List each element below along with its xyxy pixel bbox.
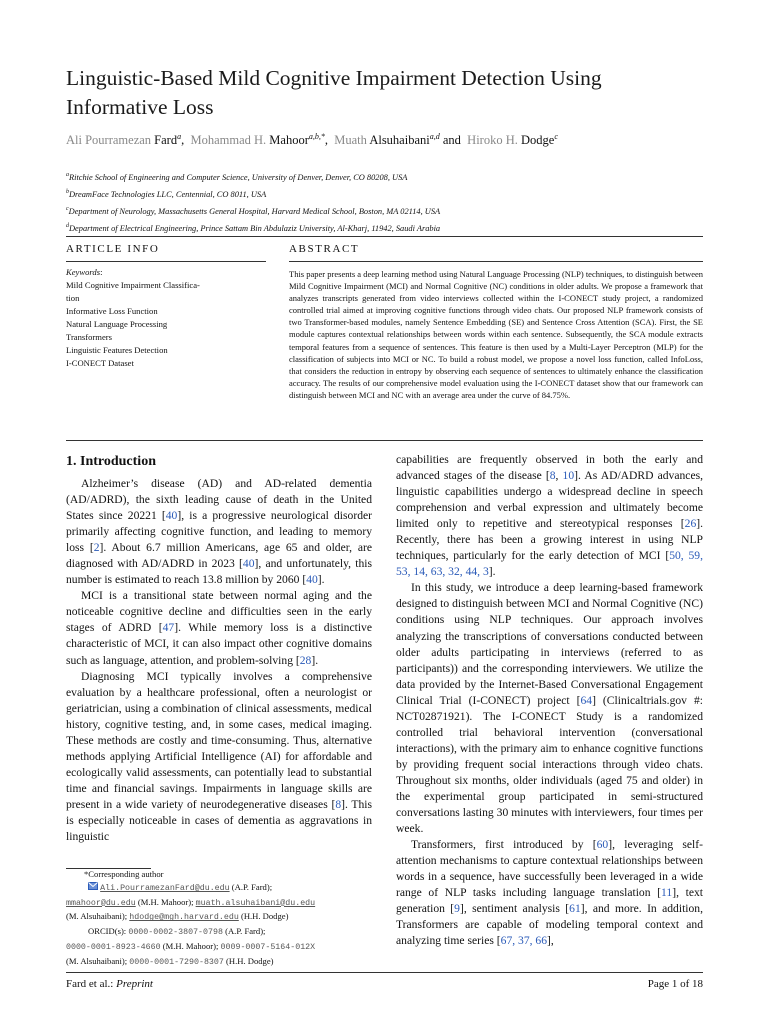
paragraph: capabilities are frequently observed in both the early and advanced stages of the disease [8, 10]. As AD/ADRD advances, linguistic capabilities undergo a widespread decline in speech comprehension and verbal expression and ultimately become limited only to repetitive and stereotypical responses [26]. Recently, there has been a growing interest in using NLP techniques, particularly for the early detection of MCI [50, 59, 53, 14, 63, 32, 44, 3]. xyxy=(396,453,703,579)
citation-link[interactable]: 61 xyxy=(569,902,581,916)
author-list: Ali Pourramezan Fard$^a$, Mohammad H. Mahoor$^{a,b,*}$, Muath Alsuhaibani$^{a,d}$ and Hiroko H. Dodge$^c$ xyxy=(66,132,558,148)
citation-link[interactable]: 64 xyxy=(580,693,593,707)
footer-divider xyxy=(66,972,703,973)
orcid-id: 0000-0001-8923-4660 xyxy=(66,942,161,952)
abstract-heading: ABSTRACT xyxy=(289,243,360,255)
footer-author: Fard et al.: xyxy=(66,978,117,990)
citation-link[interactable]: 9 xyxy=(454,902,460,916)
author-2: Mohammad H. Mahoor$^{a,b,*}$ xyxy=(190,132,325,148)
left-column xyxy=(66,476,372,845)
citation-link[interactable]: 8 xyxy=(335,797,342,811)
page-footer xyxy=(66,978,703,990)
orcid-label: ORCID(s): xyxy=(88,926,129,937)
citation-link[interactable]: 26 xyxy=(684,517,697,531)
citation-link[interactable]: 40 xyxy=(306,573,318,587)
citation-link[interactable]: 50, 59, 53, 14, 63, 32, 44, 3 xyxy=(396,549,703,579)
divider xyxy=(66,236,703,237)
keyword: tion xyxy=(66,293,80,303)
right-column xyxy=(396,452,703,949)
email-link[interactable]: Ali.PourramezanFard@du.edu xyxy=(100,883,230,893)
email-link[interactable]: hdodge@mgh.harvard.edu xyxy=(129,913,239,923)
divider xyxy=(66,261,266,262)
citation-link[interactable]: 11 xyxy=(661,886,673,900)
divider xyxy=(289,261,703,262)
citation-link[interactable]: 2 xyxy=(93,541,100,555)
affiliation: $^c$Department of Neurology, Massachusetts General Hospital, Harvard Medical School, Boston, MA 02114, USA xyxy=(66,206,441,216)
paragraph: MCI is a transitional state between normal aging and the noticeable cognitive decline and difficulties seen in the early stages of ADRD [47]. While memory loss is a distinctive characteristic of MCI, it can also impact other cognitive domains such as language, attention, and problem-solving [28]. xyxy=(66,589,373,667)
citation-link[interactable]: 60 xyxy=(596,838,609,852)
affiliation: $^a$Ritchie School of Engineering and Computer Science, University of Denver, Denver, CO 80208, USA xyxy=(66,172,408,182)
email-link[interactable]: mmahoor@du.edu xyxy=(66,898,136,908)
keyword: Linguistic Features Detection xyxy=(66,345,168,355)
citation-link[interactable]: 10 xyxy=(562,469,575,483)
orcid-id: 0000-0002-3807-0798 xyxy=(128,928,223,938)
paragraph: In this study, we introduce a deep learning-based framework designed to distinguish between MCI and Normal Cognitive (NC) conditions using NLP techniques. Our approach involves analyzing the transcriptions of conversations conducted between older adults participating in interviews (referred to as participants)) and the corresponding interviewers. We utilize the data provided by the Internet-Based Conversational Engagement Clinical Trial (I-CONECT) project [64] (Clinicaltrials.gov #: NCT02871921). The I-CONECT Study is a randomized controlled trial behavioral intervention (conversational interactions), with the primary aim to enhance cognitive functions by providing frequent social interactions through video chats. Throughout six months, older individuals (aged 75 and older) in the experimental group participated in semi-structured conversations lasting 30 minutes with interviewers, four times per week. xyxy=(396,581,703,836)
author-4: Hiroko H. Dodge$^c$ xyxy=(467,132,558,148)
author-3: Muath Alsuhaibani$^{a,d}$ xyxy=(334,132,440,148)
keywords-label: Keywords xyxy=(66,267,101,277)
page-number: Page 1 of 18 xyxy=(647,978,703,990)
divider xyxy=(66,440,703,441)
paragraph: Alzheimer’s disease (AD) and AD-related dementia (AD/ADRD), the sixth leading cause of death in the United States since 20221 [40], is a progressive neurological disorder primarily affecting cognitive function, and leading to memory loss [2]. About 6.7 million Americans, age 65 and older, are diagnosed with AD/ADRD in 2023 [40], and unfortunately, this number is estimated to reach 13.8 million by 2060 [40]. xyxy=(66,477,372,587)
email-link[interactable]: muath.alsuhaibani@du.edu xyxy=(195,898,316,908)
abstract-text: This paper presents a deep learning method using Natural Language Processing (NLP) techniques, to distinguish between Mild Cognitive Impairment (MCI) and Normal Cognitive (NC) conditions in older adults. We propose a framework that analyzes transcripts generated from video interviews collected within the I-CONECT study project, a randomized controlled trial aimed at improving cognitive functions through video chats. Our proposed NLP framework consists of two Transformer-based modules, namely Sentence Embedding (SE) and Sentence Cross Attention (SCA). First, the SE module captures contextual relationships between words within each sentence. Subsequently, the SCA module extracts temporal features from a sequence of sentences. This feature is then used by a Multi-Layer Perceptron (MLP) for the classification of subjects into MCI or NC. To build a robust model, we propose a novel loss function, called InfoLoss, that considers the reduction in entropy by observing each sequence of sentences to ultimately enhance the classification accuracy. The results of our comprehensive model evaluation using the I-CONECT dataset show that our framework can distinguish between MCI and NC with an average area under the curve of 84.75%. xyxy=(289,269,703,400)
section-heading-introduction: 1. Introduction xyxy=(66,454,156,469)
citation-link[interactable]: 40 xyxy=(165,509,178,523)
orcid-id: 0000-0001-7290-8307 xyxy=(129,957,224,967)
citation-link[interactable]: 8 xyxy=(549,469,556,483)
citation-link[interactable]: 28 xyxy=(299,653,312,667)
paper-title: Linguistic-Based Mild Cognitive Impairment Detection Using Informative Loss xyxy=(66,66,602,119)
email-icon xyxy=(88,882,98,892)
citation-link[interactable]: 67, 37, 66 xyxy=(500,934,548,948)
paragraph: Diagnosing MCI typically involves a comprehensive evaluation by a healthcare professional, often a neurologist or geriatrician, using a combination of clinical assessments, medical history, cognitive testing, and, in some cases, medical imaging. These methods are costly and time-consuming. Thus, alternative methods applying Artificial Intelligence (AI) for affordable and ecologically valid assessments, can potentially lead to substantial time and financial savings. Impairments in language skills are present in a wide variety of neurodegenerative diseases [8]. This is especially noticeable in cases of dementia as aggravations in linguistic xyxy=(66,669,372,844)
keyword: Natural Language Processing xyxy=(66,319,168,329)
article-info-heading: ARTICLE INFO xyxy=(66,243,160,255)
footer-preprint: Preprint xyxy=(116,978,153,990)
citation-link[interactable]: 40 xyxy=(242,557,255,571)
paragraph: Transformers, first introduced by [60], leveraging self-attention mechanisms to capture contextual relationships between words in a sequence, have successfully been leveraged in a wide range of NLP tasks including language translation [11], text generation [9], sentiment analysis [61], and more. In addition, Transformers are capable of modeling temporal context and analyzing time series [67, 37, 66], xyxy=(396,838,703,948)
affiliation: $^b$DreamFace Technologies LLC, Centennial, CO 8011, USA xyxy=(66,189,267,199)
keyword: Informative Loss Function xyxy=(66,306,158,316)
citation-link[interactable]: 47 xyxy=(162,621,175,635)
corresponding-note: *Corresponding author xyxy=(84,869,164,879)
affiliation: $^d$Department of Electrical Engineering, Prince Sattam Bin Abdulaziz University, Al-Kharj, 11942, Saudi Arabia xyxy=(66,223,441,233)
keyword: Mild Cognitive Impairment Classifica- xyxy=(66,280,200,290)
keyword: I-CONECT Dataset xyxy=(66,358,134,368)
affiliations xyxy=(66,168,726,236)
keywords-block: Keywords: Mild Cognitive Impairment Classifica- tion Informative Loss Function Natural Language Processing Transformers Linguistic Features Detection I-CONECT Dataset xyxy=(66,266,266,370)
keyword: Transformers xyxy=(66,332,112,342)
orcid-id: 0009-0007-5164-012X xyxy=(220,942,316,952)
author-1: Ali Pourramezan Fard$^a$ xyxy=(66,132,182,148)
footnote: *Corresponding author Ali.PourramezanFard@du.edu (A.P. Fard); mmahoor@du.edu (M.H. Mahoor); muath.alsuhaibani@du.edu (M. Alsuhaibani); hdodge@mgh.harvard.edu (H.H. Dodge) ORCID(s): 0000-0002-3807-0798 (A.P. Fard); 0000-0001-8923-4660 (M.H. Mahoor); 0009-0007-5164-012X (M. Alsuhaibani); 0000-0001-7290-8307 (H.H. Dodge) xyxy=(66,862,376,970)
